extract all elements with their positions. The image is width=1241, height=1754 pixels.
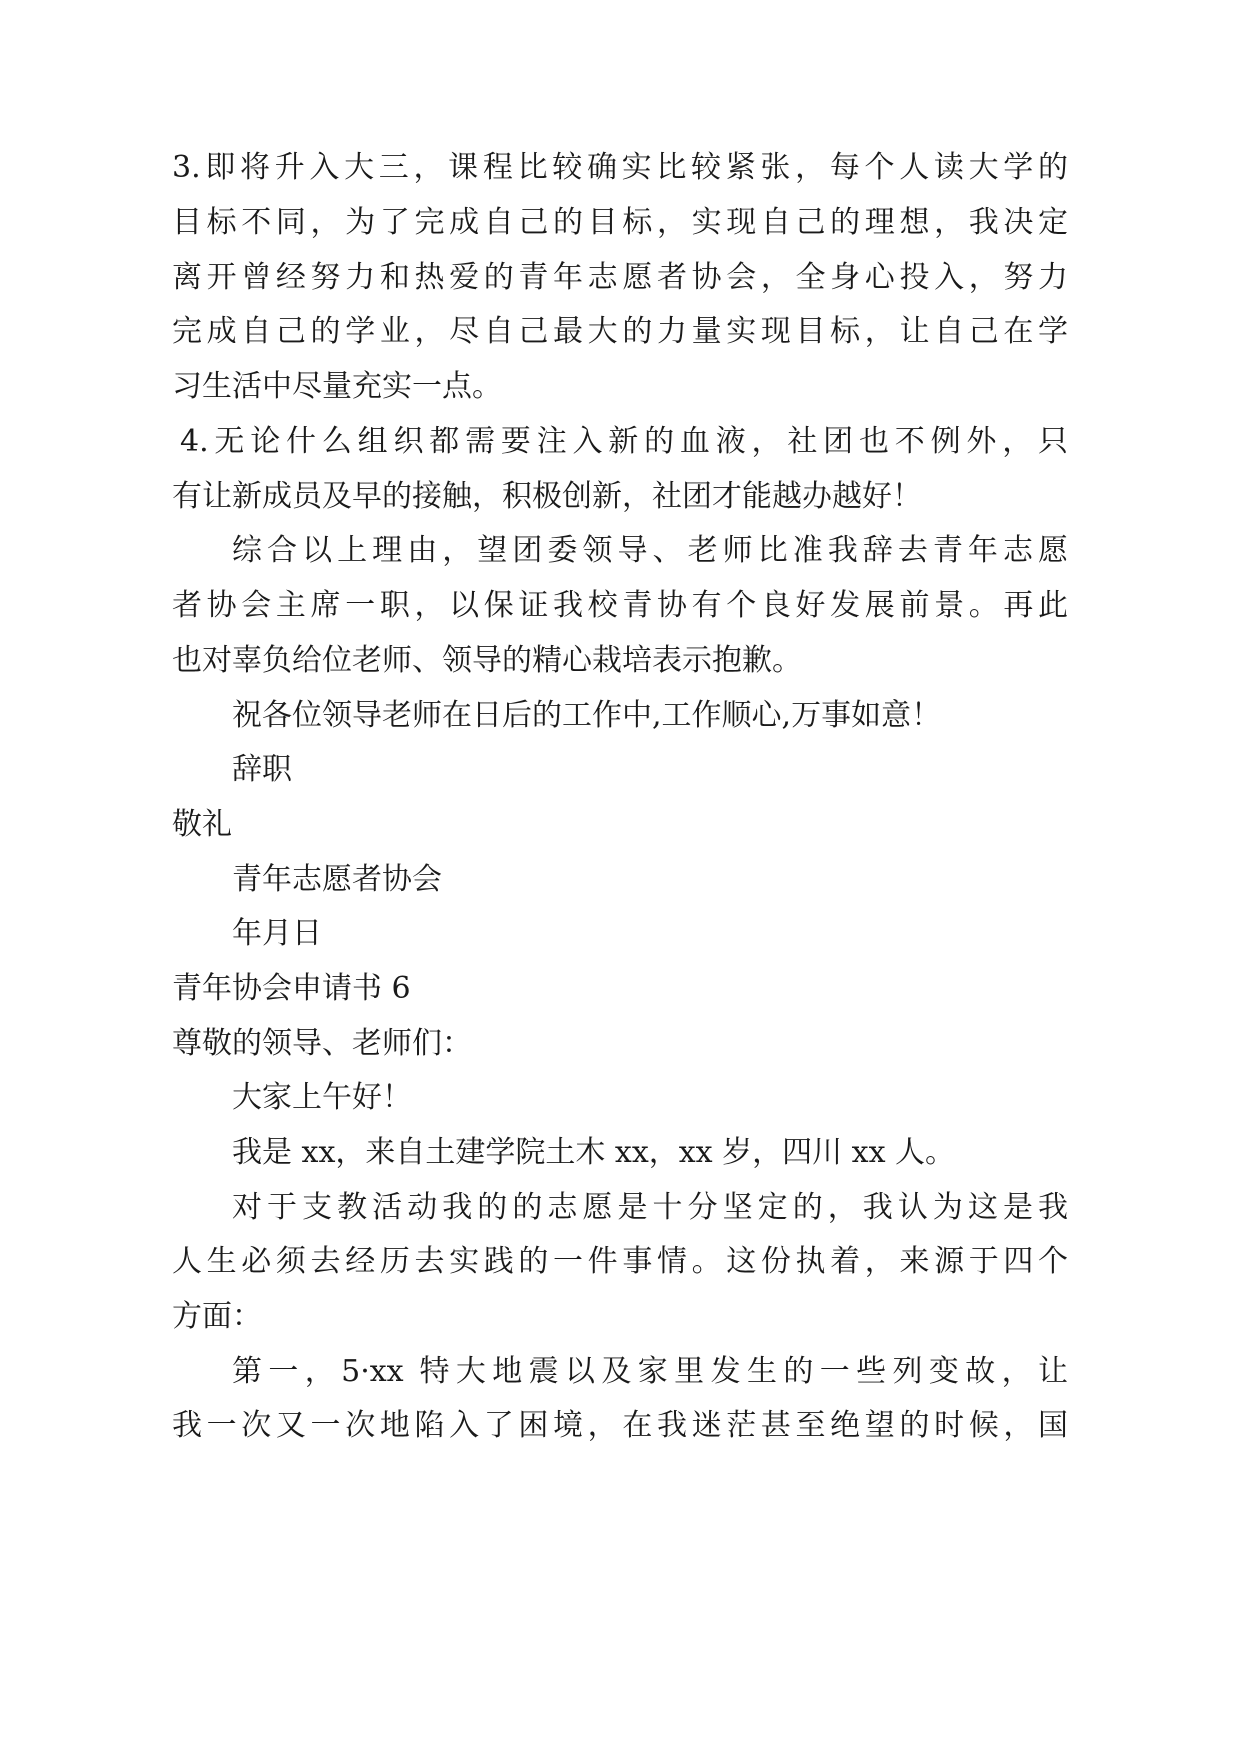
section-heading: 青年协会申请书 6 xyxy=(172,971,411,1006)
text-line: 祝各位领导老师在日后的工作中,工作顺心,万事如意！ xyxy=(232,698,942,733)
text-line: 目标不同，为了完成自己的目标，实现自己的理想，我决定 xyxy=(172,205,1068,240)
text-line: 人生必须去经历去实践的一件事情。这份执着，来源于四个 xyxy=(172,1244,1068,1279)
text-line: 离开曾经努力和热爱的青年志愿者协会，全身心投入，努力 xyxy=(172,260,1068,295)
text-line: 方面： xyxy=(172,1299,262,1334)
text-line: 尊敬的领导、老师们： xyxy=(172,1026,472,1061)
text-line: 我一次又一次地陷入了困境，在我迷茫甚至绝望的时候，国 xyxy=(172,1408,1068,1443)
text-line: 也对辜负给位老师、领导的精心栽培表示抱歉。 xyxy=(172,643,802,678)
text-line: 我是 xx，来自土建学院土木 xx，xx 岁，四川 xx 人。 xyxy=(232,1135,956,1170)
text-line: 综合以上理由，望团委领导、老师比准我辞去青年志愿 xyxy=(232,533,1068,568)
text-line: 4.无论什么组织都需要注入新的血液，社团也不例外，只 xyxy=(180,424,1068,459)
text-line: 青年志愿者协会 xyxy=(232,862,442,897)
text-line: 辞职 xyxy=(232,752,292,787)
text-line: 大家上午好！ xyxy=(232,1080,412,1115)
text-line: 3.即将升入大三，课程比较确实比较紧张，每个人读大学的 xyxy=(172,150,1068,185)
text-line: 完成自己的学业，尽自己最大的力量实现目标，让自己在学 xyxy=(172,314,1068,349)
text-line: 习生活中尽量充实一点。 xyxy=(172,369,502,404)
text-line: 年月日 xyxy=(232,916,322,951)
text-line: 有让新成员及早的接触，积极创新，社团才能越办越好！ xyxy=(172,479,922,514)
text-line: 敬礼 xyxy=(172,807,232,842)
text-line: 者协会主席一职，以保证我校青协有个良好发展前景。再此 xyxy=(172,588,1068,623)
text-line: 第一，5·xx 特大地震以及家里发生的一些列变故，让 xyxy=(232,1354,1068,1389)
text-line: 对于支教活动我的的志愿是十分坚定的，我认为这是我 xyxy=(232,1190,1068,1225)
